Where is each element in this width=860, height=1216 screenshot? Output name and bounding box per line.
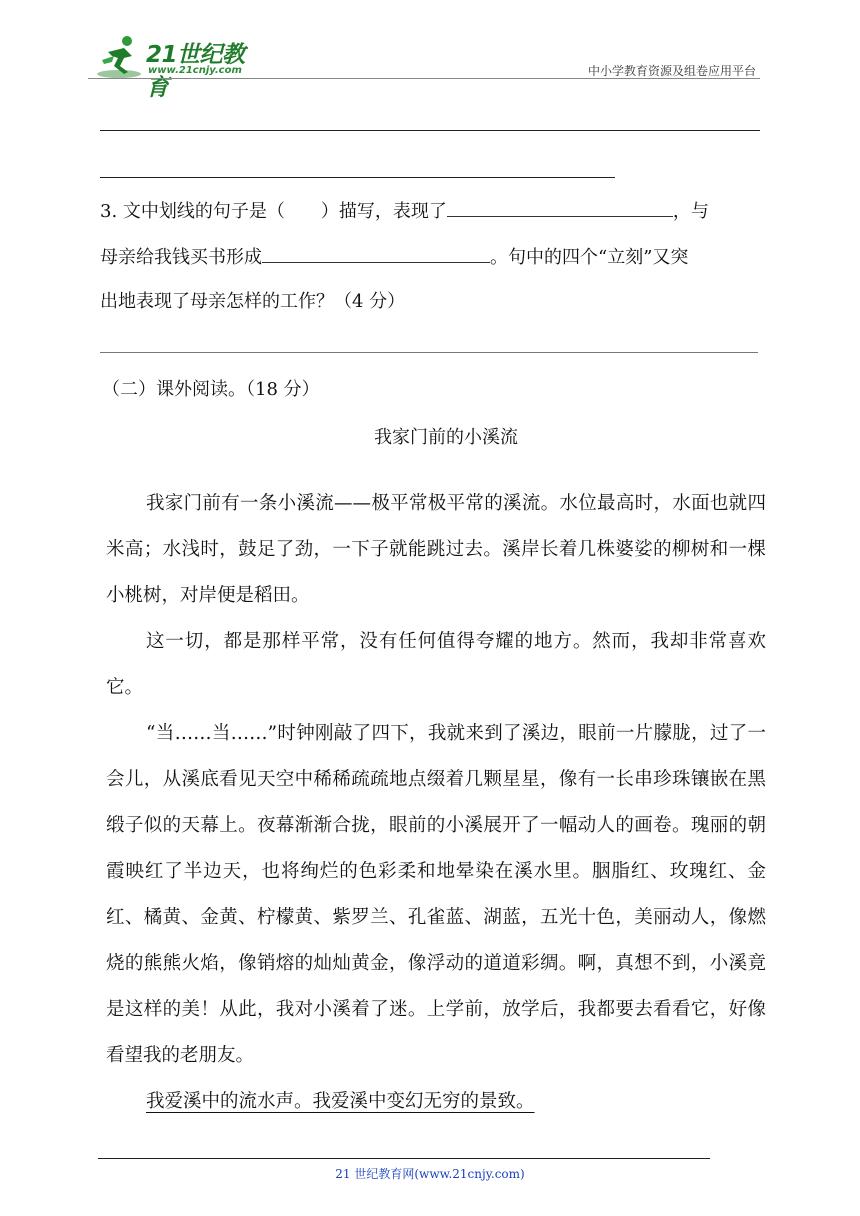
header-divider [88,78,760,79]
answer-line [100,130,760,131]
question-text: 母亲给我钱买书形成 [100,247,262,268]
footer-link[interactable]: 21 世纪教育网(www.21cnjy.com) [335,1167,525,1181]
question-text: 3. 文中划线的句子是（ ）描写，表现了 [100,201,447,222]
passage-paragraph: “当……当……”时钟刚敲了四下，我就来到了溪边，眼前一片朦胧，过了一会儿，从溪底看见天空中稀稀疏疏地点缀着几颗星星，像有一长串珍珠镶嵌在黑缎子似的天幕上。夜幕渐渐合拢，眼前的小溪展开了一幅动人的画卷。瑰丽的朝霞映红了半边天，也将绚烂的色彩柔和地晕染在溪水里。胭脂红、玫瑰红、金红、橘黄、金黄、柠檬黄、紫罗兰、孔雀蓝、湖蓝，五光十色，美丽动人，像燃烧的熊熊火焰，像销熔的灿灿黄金，像浮动的道道彩绸。啊，真想不到，小溪竟是这样的美！从此，我对小溪着了迷。上学前，放学后，我都要去看看它，好像看望我的老朋友。 [106,723,766,1066]
question-3-line-2 [100,242,688,272]
passage-paragraph: 我家门前有一条小溪流——极平常极平常的溪流。水位最高时，水面也就四米高；水浅时，鼓足了劲，一下子就能跳过去。溪岸长着几株婆娑的柳树和一棵小桃树，对岸便是稻田。 [106,493,766,606]
logo-url: www.21cnjy.com [148,65,242,76]
section-heading: （二）课外阅读。（18 分） [102,379,320,400]
question-3-line-3: 出地表现了母亲怎样的工作？（4 分） [100,291,406,312]
question-3-line-1 [100,196,709,226]
runner-logo-icon [94,34,144,80]
question-text: 。句中的四个“立刻”又突 [490,247,689,268]
underlined-sentence [106,1079,766,1125]
fill-blank[interactable] [447,196,673,217]
site-logo[interactable] [94,34,264,101]
footer-divider [98,1158,710,1159]
fill-blank[interactable] [262,242,490,263]
underlined-text: 我爱溪中的流水声。我爱溪中变幻无穷的景致。 [146,1091,535,1112]
passage-title: 我家门前的小溪流 [374,427,518,448]
logo-text: 21世纪教育 [146,42,245,101]
platform-slogan: 中小学教育资源及组卷应用平台 [587,64,756,78]
page-header [88,30,760,101]
answer-line [100,177,615,178]
answer-line [100,352,758,353]
question-text: ，与 [672,201,709,222]
passage-paragraph: 这一切，都是那样平常，没有任何值得夸耀的地方。然而，我却非常喜欢它。 [106,631,766,698]
